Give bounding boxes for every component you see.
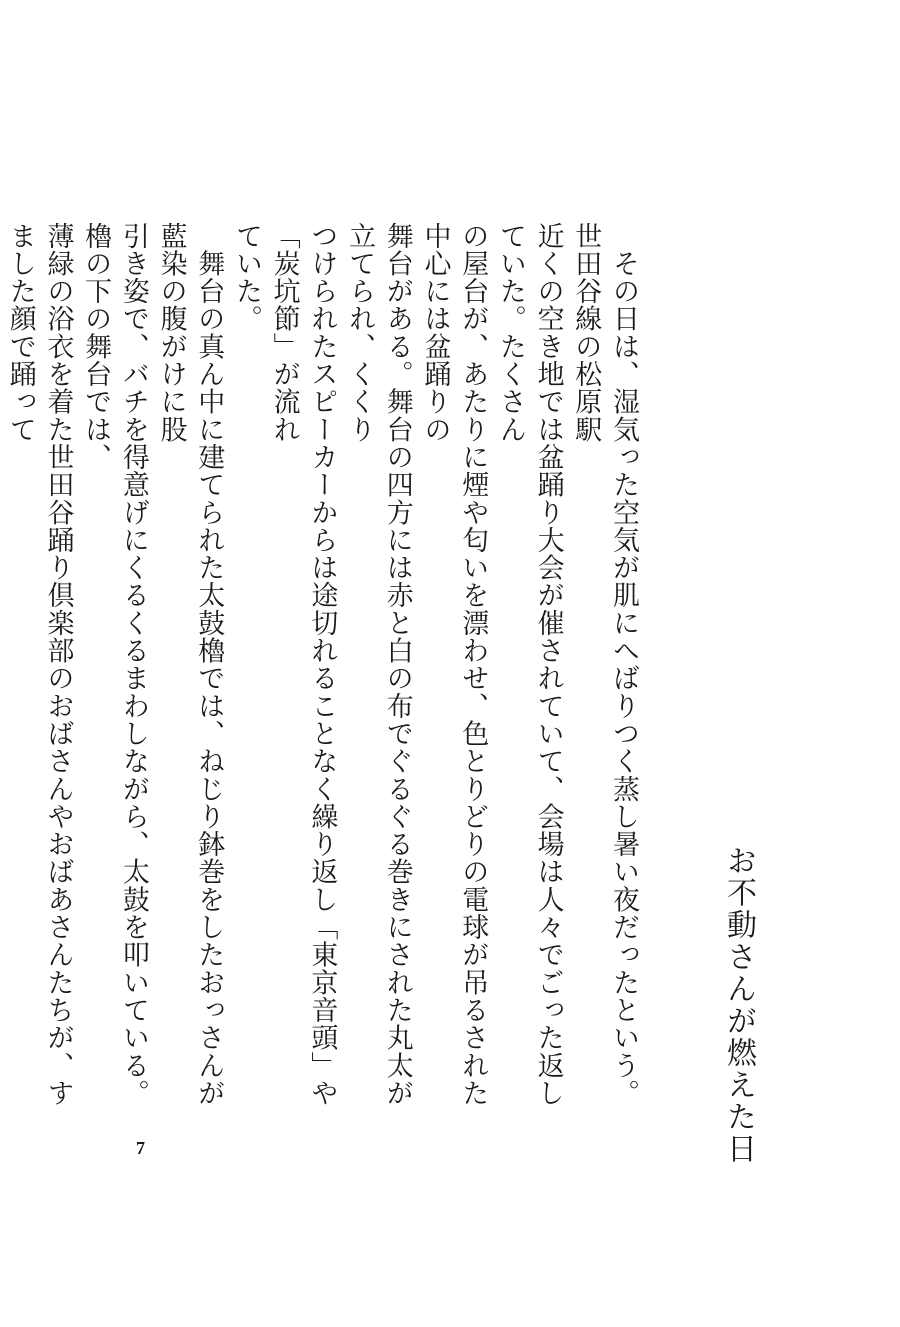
page-number: 7 <box>136 1138 145 1158</box>
text-line: 舞台の真ん中に建てられた太鼓櫓では、ねじり鉢巻をしたおっさんが藍染の腹がけに股 <box>155 222 225 1107</box>
text-line: 引き姿で、バチを得意げにくるくるまわしながら、太鼓を叩いている。櫓の下の舞台では、 <box>80 222 149 1107</box>
body-text <box>4 222 642 1122</box>
text-line: 近くの空き地では盆踊り大会が催されていて、会場は人々でごった返していた。たくさん <box>494 222 564 1107</box>
text-line <box>0 222 1 1122</box>
text-line: 舞台がある。舞台の四方には赤と白の布でぐるぐる巻きにされた丸太が立てられ、くくり <box>344 222 413 1107</box>
chapter-title: お不動さんが燃えた日 <box>721 845 756 1165</box>
text-line: つけられたスピーカーからは途切れることなく繰り返し「東京音頭」や「炭坑節」が流れ <box>268 222 338 1107</box>
text-line: 薄緑の浴衣を着た世田谷踊り倶楽部のおばさんやおばあさんたちが、すました顔で踊って <box>4 222 74 1107</box>
text-line: その日は、湿気った空気が肌にへばりつく蒸し暑い夜だったという。世田谷線の松原駅 <box>570 222 639 1107</box>
text-line: ていた。 <box>230 222 262 333</box>
text-line: の屋台が、あたりに煙や匂いを漂わせ、色とりどりの電球が吊るされた中心には盆踊りの <box>419 222 489 1107</box>
